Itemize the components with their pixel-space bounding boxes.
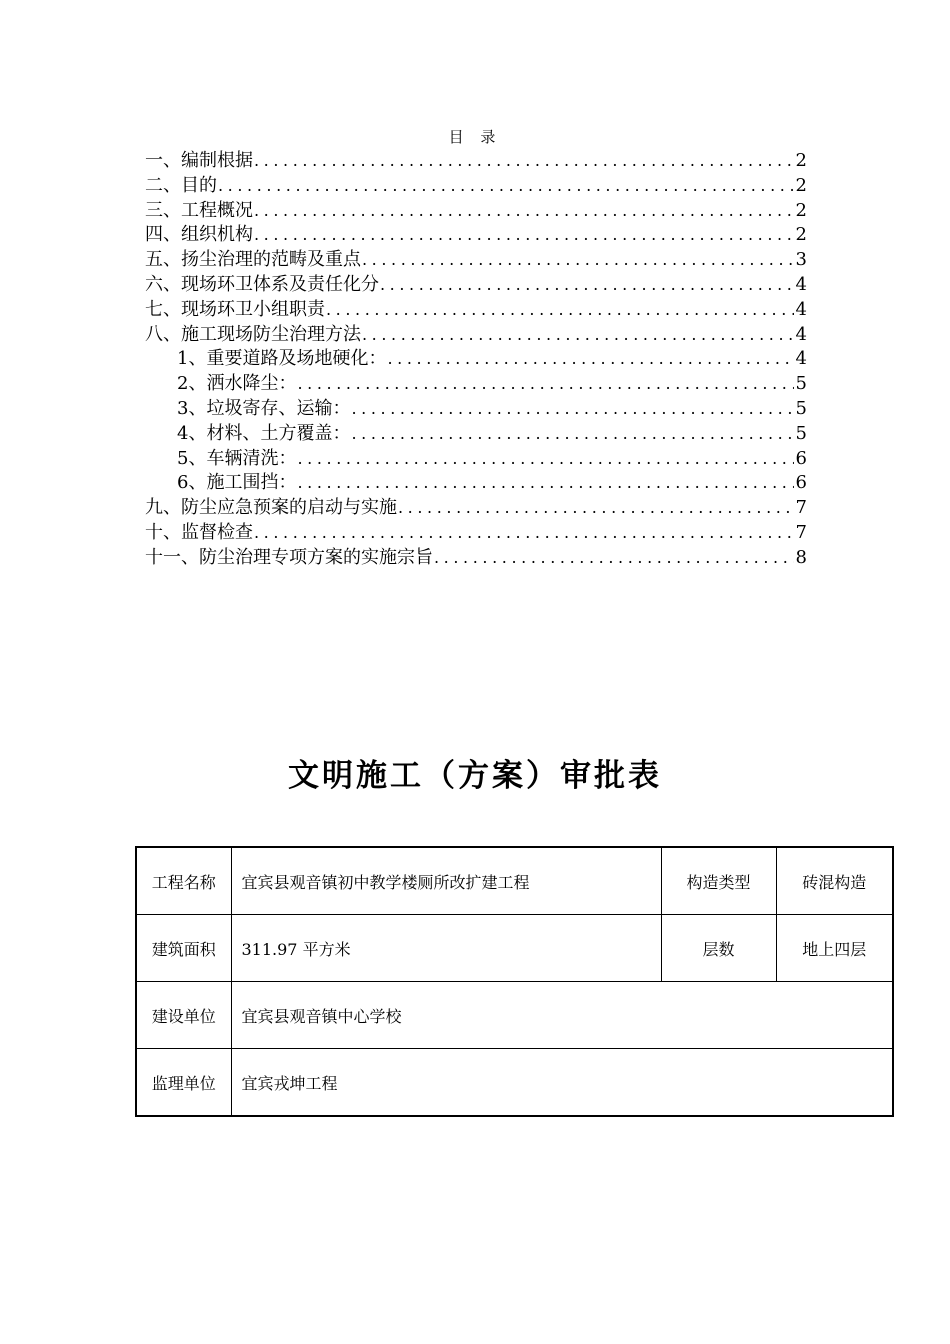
toc-subentry[interactable] — [145, 372, 807, 397]
toc-entry[interactable] — [145, 273, 807, 298]
toc-entry[interactable] — [145, 496, 807, 521]
toc-leader-dots — [254, 149, 794, 174]
toc-subentry[interactable] — [145, 447, 807, 472]
structure-type-value: 砖混构造 — [776, 847, 893, 915]
toc-entry[interactable] — [145, 199, 807, 224]
toc-entry-page: 5 — [795, 422, 807, 444]
toc-entry-text: 3、垃圾寄存、运输： — [177, 397, 351, 419]
toc-heading: 目 录 — [448, 128, 502, 146]
approval-table — [135, 846, 894, 1117]
toc-entry-page: 4 — [795, 298, 807, 320]
toc-leader-dots — [351, 397, 793, 422]
project-name-label: 工程名称 — [136, 847, 231, 915]
toc-entry[interactable] — [145, 149, 807, 174]
toc-leader-dots — [297, 372, 793, 397]
toc-subentry[interactable] — [145, 397, 807, 422]
toc-leader-dots — [326, 298, 794, 323]
table-row — [136, 982, 893, 1049]
toc-leader-dots — [297, 447, 793, 472]
toc-entry-text: 二、目的 — [145, 174, 217, 196]
toc-leader-dots — [254, 199, 794, 224]
toc-entry[interactable] — [145, 223, 807, 248]
toc-entry[interactable] — [145, 521, 807, 546]
toc-entry-text: 4、材料、土方覆盖： — [177, 422, 351, 444]
toc-entry-page: 3 — [795, 249, 807, 271]
toc-entry-text: 2、洒水降尘： — [177, 373, 297, 395]
structure-type-label: 构造类型 — [661, 847, 776, 915]
toc-leader-dots — [362, 323, 794, 348]
toc-subentry[interactable] — [145, 422, 807, 447]
form-title: 文明施工（方案）审批表 — [288, 758, 662, 794]
toc-leader-dots — [218, 174, 794, 199]
toc-entry[interactable] — [145, 323, 807, 348]
toc-entry-page: 4 — [795, 273, 807, 295]
supervisor-label: 监理单位 — [136, 1049, 231, 1117]
table-row — [136, 915, 893, 982]
toc-entry-text: 一、编制根据 — [145, 150, 253, 171]
toc-leader-dots — [380, 273, 794, 298]
toc-subentry[interactable] — [145, 471, 807, 496]
supervisor-value: 宜宾戎坤工程 — [231, 1049, 893, 1117]
toc-leader-dots — [351, 422, 793, 447]
toc-leader-dots — [434, 546, 794, 571]
toc-entry-page: 6 — [795, 472, 807, 494]
toc-leader-dots — [398, 496, 794, 521]
toc-entry-text: 5、车辆清洗： — [177, 447, 297, 469]
toc-entry-page: 2 — [795, 199, 807, 221]
table-of-contents — [145, 149, 807, 571]
toc-leader-dots — [362, 248, 794, 273]
toc-entry-page: 7 — [795, 521, 807, 543]
toc-entry-page: 5 — [795, 373, 807, 395]
toc-entry-text: 八、施工现场防尘治理方法 — [145, 323, 361, 345]
toc-entry[interactable] — [145, 546, 807, 571]
toc-entry-text: 六、现场环卫体系及责任化分 — [145, 273, 379, 295]
toc-entry[interactable] — [145, 248, 807, 273]
toc-entry-text: 九、防尘应急预案的启动与实施 — [145, 497, 397, 519]
project-name-value: 宜宾县观音镇初中教学楼厕所改扩建工程 — [231, 847, 661, 915]
toc-entry-page: 2 — [795, 224, 807, 246]
toc-subentry[interactable] — [145, 347, 807, 372]
toc-entry-page: 8 — [795, 546, 807, 568]
developer-label: 建设单位 — [136, 982, 231, 1049]
toc-entry-text: 三、工程概况 — [145, 199, 253, 221]
toc-leader-dots — [387, 347, 793, 372]
toc-entry-text: 十一、防尘治理专项方案的实施宗旨 — [145, 546, 433, 568]
floors-label: 层数 — [661, 915, 776, 982]
developer-value: 宜宾县观音镇中心学校 — [231, 982, 893, 1049]
toc-leader-dots — [297, 471, 793, 496]
toc-entry[interactable] — [145, 174, 807, 199]
building-area-value: 311.97 平方米 — [231, 915, 661, 982]
toc-entry-text: 五、扬尘治理的范畴及重点 — [145, 249, 361, 271]
toc-entry-page: 2 — [795, 150, 807, 171]
toc-entry-page: 7 — [795, 497, 807, 519]
toc-entry-text: 十、监督检查 — [145, 521, 253, 543]
toc-entry-text: 七、现场环卫小组职责 — [145, 298, 325, 320]
toc-entry[interactable] — [145, 298, 807, 323]
toc-entry-text: 1、重要道路及场地硬化： — [177, 348, 387, 370]
toc-entry-page: 2 — [795, 174, 807, 196]
toc-leader-dots — [254, 223, 794, 248]
toc-entry-text: 四、组织机构 — [145, 224, 253, 246]
toc-entry-page: 5 — [795, 397, 807, 419]
toc-entry-text: 6、施工围挡： — [177, 472, 297, 494]
toc-entry-page: 4 — [795, 348, 807, 370]
floors-value: 地上四层 — [776, 915, 893, 982]
table-row — [136, 847, 893, 915]
table-row — [136, 1049, 893, 1117]
toc-entry-page: 4 — [795, 323, 807, 345]
building-area-label: 建筑面积 — [136, 915, 231, 982]
toc-entry-page: 6 — [795, 447, 807, 469]
toc-leader-dots — [254, 521, 794, 546]
